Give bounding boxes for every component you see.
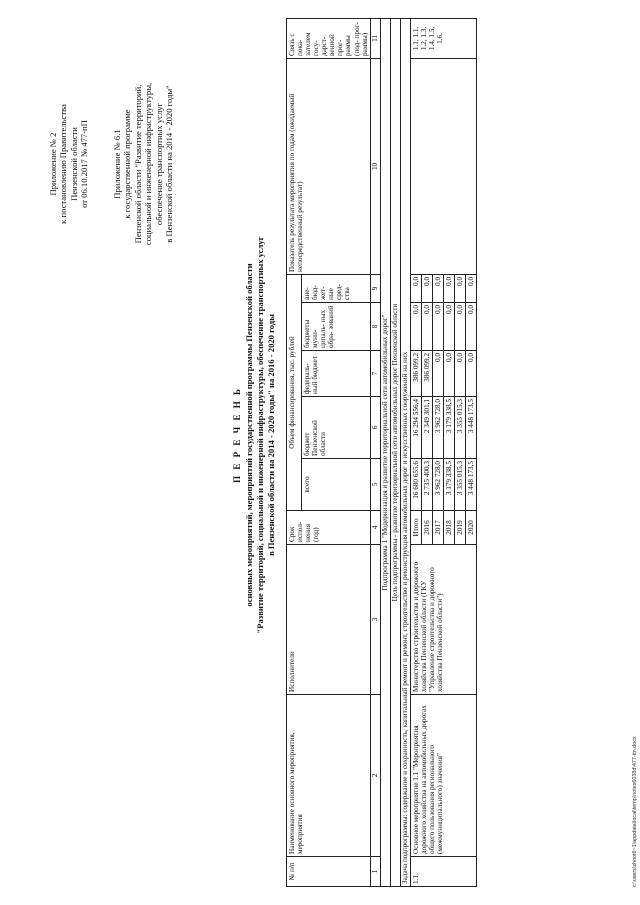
row-municipal: 0,0	[454, 303, 465, 351]
column-number: 7	[370, 351, 380, 397]
appendix-6-1-line: Приложение № 6.1	[112, 129, 122, 199]
goal-row	[390, 18, 400, 886]
row-year: 2020	[465, 511, 476, 545]
row-municipal: 0,0	[421, 303, 432, 351]
row-regional: 16 294 556,4	[410, 397, 421, 459]
row-year: 2016	[421, 511, 432, 545]
row-federal: 0,0	[454, 351, 465, 397]
measure-indicator	[410, 58, 476, 274]
column-number: 8	[370, 303, 380, 351]
header-name: Наименование основного мероприятия, мероприятия	[287, 695, 371, 857]
header-federal: федераль- ный бюджет	[301, 351, 370, 397]
row-year: 2017	[432, 511, 443, 545]
column-number: 4	[370, 511, 380, 545]
row-year: 2019	[454, 511, 465, 545]
header-indicator: Показатель результата мероприятия по годам (ожидаемый непосредственный результат)	[287, 58, 371, 274]
row-regional: 3 179 338,5	[443, 397, 454, 459]
row-federal: 386 099,2	[421, 351, 432, 397]
row-total: 3 962 728,0	[432, 459, 443, 511]
header-executors: Исполнители	[287, 545, 371, 695]
column-number-row	[370, 18, 380, 886]
row-extra: 0,0	[443, 274, 454, 302]
measure-link: 1.1, 1.1, 1.2, 1.3, 1.4, 1.5, 1.6.	[410, 18, 476, 58]
row-total: 3 355 015,3	[454, 459, 465, 511]
header-num: № п/п	[287, 857, 371, 887]
row-federal: 0,0	[443, 351, 454, 397]
document-program-name: "Развитие территорий, социальной и инженерной инфраструктуры, обеспечение транспортных услуг	[255, 236, 265, 634]
appendix-6-1-line: социальной и инженерной инфраструктуры,	[143, 82, 154, 246]
header-extra: вне- бюд- жет- ные сред- ства	[301, 274, 370, 302]
table-header-row	[287, 18, 302, 886]
appendix-2-block	[48, 34, 90, 294]
appendix-6-1-line: Пензенской области "Развитие территорий,	[132, 84, 143, 244]
header-total: всего	[301, 459, 370, 511]
measures-table	[286, 18, 477, 887]
row-federal: 0,0	[432, 351, 443, 397]
row-extra: 0,0	[421, 274, 432, 302]
row-municipal: 0,0	[432, 303, 443, 351]
appendix-6-1-line: к государственной программе	[122, 109, 133, 219]
header-link: Связь с пока- зателем госу- дарст- венной прог- раммы (под- прог- раммы)	[287, 18, 371, 58]
appendix-2-line: от 06.10.2017 № 477-пП	[79, 120, 90, 208]
task-row	[400, 18, 410, 886]
subprogram-task: Задача подпрограммы: содержание и сохранность, капитальный ремонт и ремонт, строительство и реконструкция автомобильных дорог и искусственных сооружений на них	[400, 18, 410, 886]
measure-num: 1.1.	[410, 857, 476, 887]
row-regional: 3 962 728,0	[432, 397, 443, 459]
table-row	[410, 18, 421, 886]
subprogram-row	[380, 18, 390, 886]
header-regional: бюджет Пензенской области	[301, 397, 370, 459]
row-year: 2018	[443, 511, 454, 545]
row-regional: 3 448 173,5	[465, 397, 476, 459]
column-number: 1	[370, 857, 380, 887]
measure-executor: Министерство строительства и дорожного хозяйства Пензенской области (ГКУ "Управление строительства и дорожного хозяйства Пензенской области")	[410, 545, 476, 695]
row-regional: 3 355 015,3	[454, 397, 465, 459]
column-number: 3	[370, 545, 380, 695]
header-term: Срок испол- нения (год)	[287, 511, 371, 545]
row-municipal: 0,0	[465, 303, 476, 351]
appendix-2-line: к постановлению Правительства	[58, 104, 69, 224]
measure-name: Основное мероприятие 1.1 "Мероприятия дорожного хозяйства на автомобильных дорогах общего пользования регионального (межмуниципального) значения"	[410, 695, 476, 857]
appendix-2-line: Пензенской области	[68, 127, 79, 201]
column-number: 10	[370, 58, 380, 274]
row-total: 3 179 338,5	[443, 459, 454, 511]
subprogram-goal: Цель подпрограммы - развитие территориальной сети автомобильных дорог Пензенской области	[390, 18, 400, 886]
appendix-6-1-block	[112, 34, 175, 294]
row-total: 16 680 655,6	[410, 459, 421, 511]
column-number: 2	[370, 695, 380, 857]
row-regional: 2 349 301,1	[421, 397, 432, 459]
header-municipal: бюджеты муни- ципаль- ных обра- зований	[301, 303, 370, 351]
document-period: в Пензенской области на 2014 - 2020 годы" на 2016 - 2020 годы	[266, 314, 276, 556]
row-municipal: 0,0	[443, 303, 454, 351]
row-year: Итого	[410, 511, 421, 545]
appendix-6-1-line: обеспечение транспортных услуг	[153, 102, 164, 226]
column-number: 5	[370, 459, 380, 511]
row-total: 3 448 173,5	[465, 459, 476, 511]
row-federal: 0,0	[465, 351, 476, 397]
row-extra: 0,0	[432, 274, 443, 302]
header-funding: Объем финансирования, тыс. рублей	[287, 274, 302, 510]
row-extra: 0,0	[454, 274, 465, 302]
document-subtitle: основных мероприятий, мероприятий государственной программы Пензенской области	[244, 263, 254, 607]
column-number: 9	[370, 274, 380, 302]
column-number: 11	[370, 18, 380, 58]
row-extra: 0,0	[465, 274, 476, 302]
appendix-2-line: Приложение № 2	[48, 132, 58, 196]
row-municipal: 0,0	[410, 303, 421, 351]
footer-file-path: c:\users\shoot6~1\appdata\local\temp\notes6038d\477-ttn.docx	[632, 736, 638, 887]
row-total: 2 735 400,3	[421, 459, 432, 511]
row-extra: 0,0	[410, 274, 421, 302]
appendix-6-1-line: в Пензенской области на 2014 - 2020 годы"	[164, 85, 175, 243]
row-federal: 386 099,2	[410, 351, 421, 397]
subprogram-title: Подпрограмма 1 "Модернизация и развитие территориальной сети автомобильных дорог"	[380, 18, 390, 886]
column-number: 6	[370, 397, 380, 459]
document-title: П Е Р Е Ч Е Н Ь	[232, 387, 242, 483]
